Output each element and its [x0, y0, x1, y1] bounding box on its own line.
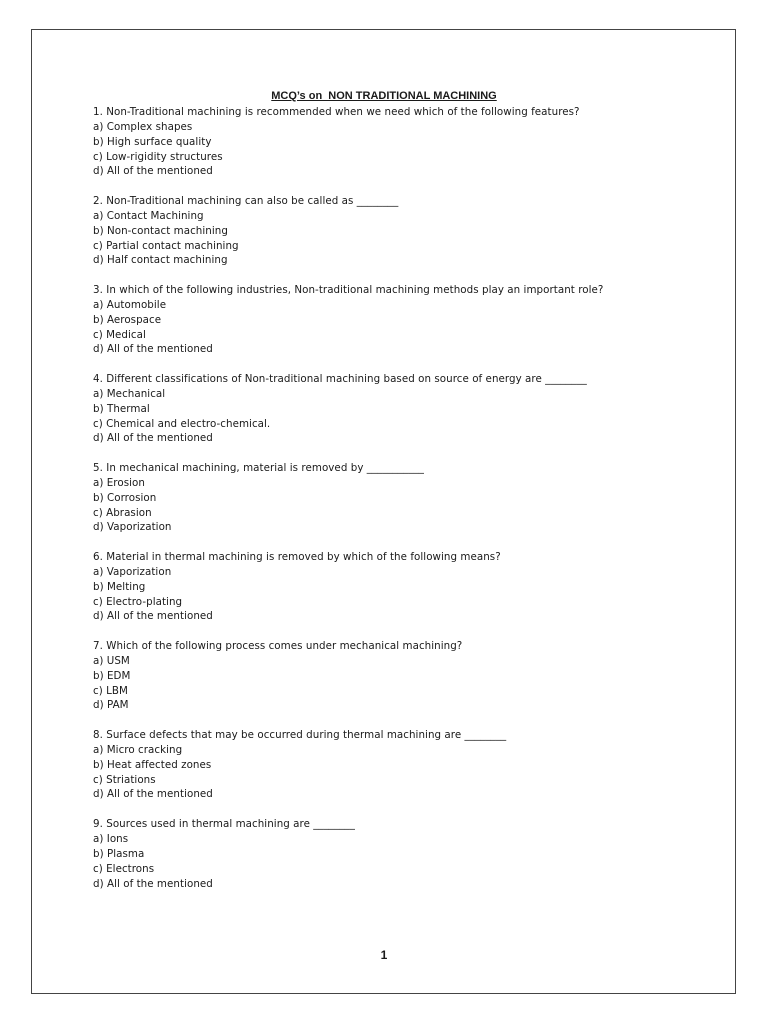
question-6: [93, 550, 693, 624]
question-text: 4. Different classifications of Non-traditional machining based on source of energy are ________: [93, 373, 587, 386]
option-d: d) All of the mentioned: [93, 788, 213, 801]
option-b: b) Plasma: [93, 847, 145, 860]
option-c: c) Electrons: [93, 862, 155, 875]
question-text: 2. Non-Traditional machining can also be called as ________: [93, 195, 399, 208]
question-list: [93, 105, 693, 906]
option-d: d) All of the mentioned: [93, 343, 213, 356]
option-a: a) Complex shapes: [93, 120, 193, 133]
question-text: 7. Which of the following process comes under mechanical machining?: [93, 640, 463, 653]
question-text: 5. In mechanical machining, material is removed by ___________: [93, 462, 424, 475]
option-b: b) Aerospace: [93, 313, 162, 326]
option-d: d) All of the mentioned: [93, 432, 213, 445]
option-a: a) Ions: [93, 832, 129, 845]
option-b: b) Thermal: [93, 402, 150, 415]
option-a: a) Micro cracking: [93, 743, 183, 756]
option-a: a) Erosion: [93, 476, 145, 489]
question-8: [93, 728, 693, 802]
document-title: MCQ’s on NON TRADITIONAL MACHINING: [271, 90, 497, 102]
option-d: d) All of the mentioned: [93, 165, 213, 178]
option-b: b) Heat affected zones: [93, 758, 212, 771]
question-4: [93, 372, 693, 446]
option-c: c) Electro-plating: [93, 595, 183, 608]
option-c: c) Low-rigidity structures: [93, 150, 223, 163]
question-text: 1. Non-Traditional machining is recommended when we need which of the following features?: [93, 106, 580, 118]
option-b: b) Melting: [93, 580, 146, 593]
option-c: c) Striations: [93, 773, 156, 786]
option-a: a) Automobile: [93, 298, 167, 311]
question-1: [93, 105, 693, 179]
option-c: c) Medical: [93, 328, 146, 341]
option-d: d) PAM: [93, 699, 129, 712]
option-b: b) EDM: [93, 669, 131, 682]
option-b: b) High surface quality: [93, 135, 212, 148]
question-text: 3. In which of the following industries, Non-traditional machining methods play an important role?: [93, 284, 604, 297]
question-7: [93, 639, 693, 713]
question-9: [93, 817, 693, 891]
option-a: a) Mechanical: [93, 387, 166, 400]
question-text: 8. Surface defects that may be occurred during thermal machining are ________: [93, 729, 507, 742]
question-3: [93, 283, 693, 357]
option-c: c) LBM: [93, 684, 128, 697]
option-a: a) Vaporization: [93, 565, 172, 578]
option-c: c) Abrasion: [93, 506, 152, 519]
question-2: [93, 194, 693, 268]
option-c: c) Partial contact machining: [93, 239, 239, 252]
question-text: 9. Sources used in thermal machining are ________: [93, 818, 355, 831]
option-a: a) USM: [93, 654, 130, 667]
option-d: d) All of the mentioned: [93, 877, 213, 890]
option-b: b) Corrosion: [93, 491, 157, 504]
option-c: c) Chemical and electro-chemical.: [93, 417, 271, 430]
option-d: d) Half contact machining: [93, 254, 228, 267]
question-5: [93, 461, 693, 535]
option-a: a) Contact Machining: [93, 209, 204, 222]
page-number: 1: [380, 948, 388, 962]
question-text: 6. Material in thermal machining is removed by which of the following means?: [93, 551, 501, 564]
option-b: b) Non-contact machining: [93, 224, 228, 237]
option-d: d) All of the mentioned: [93, 610, 213, 623]
option-d: d) Vaporization: [93, 521, 172, 534]
